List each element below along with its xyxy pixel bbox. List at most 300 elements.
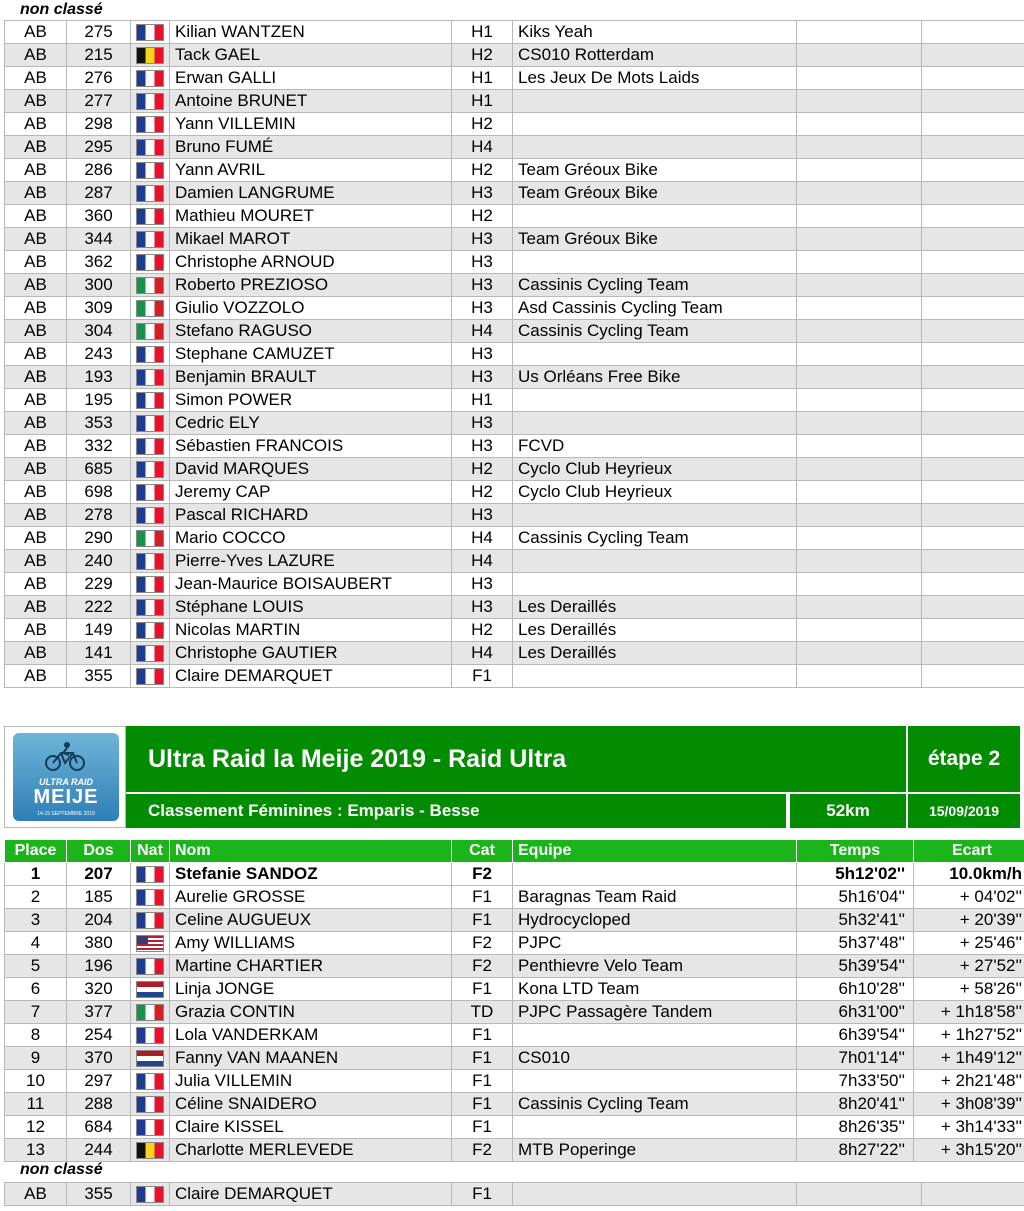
place-cell: AB xyxy=(5,435,67,458)
flag-fr-icon xyxy=(136,346,164,363)
flag-fr-icon xyxy=(136,912,164,929)
flag-fr-icon xyxy=(136,70,164,87)
ecart-cell xyxy=(922,21,1024,44)
cat-cell: F1 xyxy=(452,665,513,688)
table-row xyxy=(5,136,1024,159)
flag-fr-icon xyxy=(136,139,164,156)
cat-cell: F2 xyxy=(452,932,513,955)
temps-cell: 8h20'41'' xyxy=(797,1093,914,1116)
temps-cell: 6h10'28'' xyxy=(797,978,914,1001)
nat-cell xyxy=(131,44,170,67)
place-cell: 3 xyxy=(5,909,67,932)
nat-cell xyxy=(131,320,170,343)
temps-cell: 5h16'04'' xyxy=(797,886,914,909)
cat-cell: H4 xyxy=(452,550,513,573)
nom-cell: Yann AVRIL xyxy=(170,159,452,182)
nom-cell: Claire DEMARQUET xyxy=(170,1183,452,1206)
cat-cell: F1 xyxy=(452,886,513,909)
equipe-cell xyxy=(513,412,797,435)
equipe-cell xyxy=(513,573,797,596)
col-header-nat: Nat xyxy=(131,840,170,863)
dos-cell: 276 xyxy=(67,67,131,90)
nat-cell xyxy=(131,297,170,320)
temps-cell xyxy=(797,228,922,251)
table-row xyxy=(5,978,1024,1001)
ecart-cell xyxy=(922,343,1024,366)
ecart-cell xyxy=(922,550,1024,573)
dos-cell: 288 xyxy=(67,1093,131,1116)
dos-cell: 344 xyxy=(67,228,131,251)
place-cell: AB xyxy=(5,320,67,343)
temps-cell xyxy=(797,619,922,642)
cat-cell: H4 xyxy=(452,320,513,343)
cat-cell: F2 xyxy=(452,1139,513,1162)
equipe-cell: CS010 Rotterdam xyxy=(513,44,797,67)
logo-line1: ULTRA RAID xyxy=(39,777,93,787)
dos-cell: 222 xyxy=(67,596,131,619)
table-row xyxy=(5,909,1024,932)
dos-cell: 215 xyxy=(67,44,131,67)
flag-fr-icon xyxy=(136,599,164,616)
flag-fr-icon xyxy=(136,1096,164,1113)
unranked-table-bottom xyxy=(4,1182,1024,1206)
nat-cell xyxy=(131,932,170,955)
dos-cell: 229 xyxy=(67,573,131,596)
flag-fr-icon xyxy=(136,116,164,133)
temps-cell xyxy=(797,389,922,412)
ecart-cell xyxy=(922,44,1024,67)
nom-cell: Pierre-Yves LAZURE xyxy=(170,550,452,573)
nom-cell: Linja JONGE xyxy=(170,978,452,1001)
nat-cell xyxy=(131,113,170,136)
col-header-ecart: Ecart xyxy=(914,840,1024,863)
temps-cell xyxy=(797,182,922,205)
place-cell: AB xyxy=(5,44,67,67)
temps-cell xyxy=(797,136,922,159)
place-cell: 4 xyxy=(5,932,67,955)
flag-fr-icon xyxy=(136,415,164,432)
nom-cell: Charlotte MERLEVEDE xyxy=(170,1139,452,1162)
ecart-cell: + 3h08'39'' xyxy=(914,1093,1024,1116)
dos-cell: 353 xyxy=(67,412,131,435)
temps-cell xyxy=(797,458,922,481)
temps-cell: 8h27'22'' xyxy=(797,1139,914,1162)
cat-cell: F1 xyxy=(452,1183,513,1206)
nom-cell: Christophe ARNOUD xyxy=(170,251,452,274)
flag-it-icon xyxy=(136,277,164,294)
nat-cell xyxy=(131,481,170,504)
temps-cell: 5h12'02'' xyxy=(797,863,914,886)
nat-cell xyxy=(131,1024,170,1047)
equipe-cell: Cassinis Cycling Team xyxy=(513,320,797,343)
temps-cell xyxy=(797,642,922,665)
table-row xyxy=(5,1047,1024,1070)
cat-cell: F1 xyxy=(452,978,513,1001)
place-cell: AB xyxy=(5,550,67,573)
nom-cell: Kilian WANTZEN xyxy=(170,21,452,44)
ecart-cell: + 3h14'33'' xyxy=(914,1116,1024,1139)
nom-cell: Antoine BRUNET xyxy=(170,90,452,113)
place-cell: AB xyxy=(5,205,67,228)
place-cell: AB xyxy=(5,596,67,619)
flag-nl-icon xyxy=(136,981,164,998)
temps-cell xyxy=(797,366,922,389)
nat-cell xyxy=(131,136,170,159)
equipe-cell: Cassinis Cycling Team xyxy=(513,274,797,297)
equipe-cell xyxy=(513,863,797,886)
table-row xyxy=(5,550,1024,573)
place-cell: AB xyxy=(5,619,67,642)
equipe-cell: Cyclo Club Heyrieux xyxy=(513,481,797,504)
nat-cell xyxy=(131,274,170,297)
flag-fr-icon xyxy=(136,1119,164,1136)
nom-cell: Cedric ELY xyxy=(170,412,452,435)
equipe-cell: Team Gréoux Bike xyxy=(513,182,797,205)
cat-cell: H2 xyxy=(452,458,513,481)
ecart-cell: + 58'26'' xyxy=(914,978,1024,1001)
equipe-cell xyxy=(513,1183,797,1206)
temps-cell xyxy=(797,665,922,688)
nom-cell: Martine CHARTIER xyxy=(170,955,452,978)
stage-label: étape 2 xyxy=(908,726,1020,792)
flag-be-icon xyxy=(136,1142,164,1159)
flag-fr-icon xyxy=(136,553,164,570)
cat-cell: H3 xyxy=(452,251,513,274)
flag-fr-icon xyxy=(136,889,164,906)
place-cell: AB xyxy=(5,389,67,412)
table-row xyxy=(5,228,1024,251)
equipe-cell: Cassinis Cycling Team xyxy=(513,1093,797,1116)
dos-cell: 380 xyxy=(67,932,131,955)
nom-cell: Erwan GALLI xyxy=(170,67,452,90)
equipe-cell xyxy=(513,1116,797,1139)
equipe-cell: Les Deraillés xyxy=(513,619,797,642)
flag-it-icon xyxy=(136,323,164,340)
table-row xyxy=(5,1070,1024,1093)
ecart-cell xyxy=(922,573,1024,596)
equipe-cell: Les Deraillés xyxy=(513,596,797,619)
table-row xyxy=(5,320,1024,343)
ecart-cell xyxy=(922,297,1024,320)
nat-cell xyxy=(131,596,170,619)
nat-cell xyxy=(131,1183,170,1206)
equipe-cell xyxy=(513,1024,797,1047)
flag-it-icon xyxy=(136,1004,164,1021)
nat-cell xyxy=(131,573,170,596)
temps-cell xyxy=(797,113,922,136)
equipe-cell: Baragnas Team Raid xyxy=(513,886,797,909)
cat-cell: H2 xyxy=(452,113,513,136)
table-row xyxy=(5,1001,1024,1024)
table-row xyxy=(5,1093,1024,1116)
table-row xyxy=(5,527,1024,550)
flag-fr-icon xyxy=(136,208,164,225)
place-cell: AB xyxy=(5,90,67,113)
temps-cell xyxy=(797,1183,922,1206)
ecart-cell xyxy=(922,90,1024,113)
temps-cell: 6h31'00'' xyxy=(797,1001,914,1024)
table-row xyxy=(5,274,1024,297)
table-row xyxy=(5,1024,1024,1047)
place-cell: AB xyxy=(5,481,67,504)
section-label-unranked-bottom: non classé xyxy=(20,1161,103,1178)
cat-cell: F2 xyxy=(452,863,513,886)
equipe-cell xyxy=(513,1070,797,1093)
table-row xyxy=(5,90,1024,113)
cat-cell: H2 xyxy=(452,481,513,504)
dos-cell: 298 xyxy=(67,113,131,136)
nat-cell xyxy=(131,389,170,412)
col-header-temps: Temps xyxy=(797,840,914,863)
dos-cell: 149 xyxy=(67,619,131,642)
table-row xyxy=(5,863,1024,886)
flag-fr-icon xyxy=(136,392,164,409)
dos-cell: 362 xyxy=(67,251,131,274)
equipe-cell xyxy=(513,343,797,366)
ecart-cell: + 3h15'20'' xyxy=(914,1139,1024,1162)
equipe-cell: PJPC xyxy=(513,932,797,955)
cyclist-icon xyxy=(43,741,87,771)
table-row xyxy=(5,573,1024,596)
place-cell: 6 xyxy=(5,978,67,1001)
table-row xyxy=(5,21,1024,44)
nom-cell: Claire KISSEL xyxy=(170,1116,452,1139)
place-cell: AB xyxy=(5,67,67,90)
table-row xyxy=(5,886,1024,909)
equipe-cell: Kona LTD Team xyxy=(513,978,797,1001)
cat-cell: H1 xyxy=(452,67,513,90)
equipe-cell: Les Jeux De Mots Laids xyxy=(513,67,797,90)
dos-cell: 141 xyxy=(67,642,131,665)
ecart-cell xyxy=(922,435,1024,458)
dos-cell: 286 xyxy=(67,159,131,182)
cat-cell: H4 xyxy=(452,642,513,665)
ecart-cell: + 1h49'12'' xyxy=(914,1047,1024,1070)
nat-cell xyxy=(131,863,170,886)
temps-cell: 5h32'41'' xyxy=(797,909,914,932)
table-row xyxy=(5,642,1024,665)
table-row xyxy=(5,955,1024,978)
equipe-cell: MTB Poperinge xyxy=(513,1139,797,1162)
place-cell: AB xyxy=(5,113,67,136)
equipe-cell xyxy=(513,251,797,274)
nat-cell xyxy=(131,205,170,228)
equipe-cell xyxy=(513,113,797,136)
temps-cell xyxy=(797,343,922,366)
nom-cell: Sébastien FRANCOIS xyxy=(170,435,452,458)
nat-cell xyxy=(131,1070,170,1093)
cat-cell: H1 xyxy=(452,21,513,44)
dos-cell: 300 xyxy=(67,274,131,297)
flag-us-icon xyxy=(136,935,164,952)
temps-cell: 5h37'48'' xyxy=(797,932,914,955)
place-cell: AB xyxy=(5,159,67,182)
place-cell: 8 xyxy=(5,1024,67,1047)
flag-fr-icon xyxy=(136,622,164,639)
nat-cell xyxy=(131,1093,170,1116)
nat-cell xyxy=(131,412,170,435)
place-cell: AB xyxy=(5,642,67,665)
equipe-cell xyxy=(513,136,797,159)
nom-cell: Jeremy CAP xyxy=(170,481,452,504)
nom-cell: Stephane CAMUZET xyxy=(170,343,452,366)
table-row xyxy=(5,389,1024,412)
dos-cell: 684 xyxy=(67,1116,131,1139)
temps-cell: 5h39'54'' xyxy=(797,955,914,978)
dos-cell: 370 xyxy=(67,1047,131,1070)
distance-label: 52km xyxy=(790,794,906,828)
cat-cell: F1 xyxy=(452,1070,513,1093)
place-cell: 9 xyxy=(5,1047,67,1070)
nom-cell: Tack GAEL xyxy=(170,44,452,67)
cat-cell: H2 xyxy=(452,205,513,228)
nom-cell: Céline SNAIDERO xyxy=(170,1093,452,1116)
place-cell: AB xyxy=(5,21,67,44)
table-row xyxy=(5,435,1024,458)
nom-cell: Mathieu MOURET xyxy=(170,205,452,228)
flag-fr-icon xyxy=(136,576,164,593)
ecart-cell xyxy=(922,481,1024,504)
section-label-unranked-top: non classé xyxy=(20,1,103,18)
dos-cell: 297 xyxy=(67,1070,131,1093)
nat-cell xyxy=(131,182,170,205)
results-banner xyxy=(4,726,1020,828)
temps-cell: 6h39'54'' xyxy=(797,1024,914,1047)
cat-cell: H3 xyxy=(452,297,513,320)
ecart-cell: + 1h27'52'' xyxy=(914,1024,1024,1047)
cat-cell: F1 xyxy=(452,1047,513,1070)
table-row xyxy=(5,504,1024,527)
place-cell: 11 xyxy=(5,1093,67,1116)
table-row xyxy=(5,366,1024,389)
nat-cell xyxy=(131,1047,170,1070)
flag-fr-icon xyxy=(136,507,164,524)
equipe-cell: Team Gréoux Bike xyxy=(513,159,797,182)
cat-cell: H3 xyxy=(452,573,513,596)
cat-cell: F1 xyxy=(452,909,513,932)
nom-cell: Stefano RAGUSO xyxy=(170,320,452,343)
temps-cell xyxy=(797,251,922,274)
flag-fr-icon xyxy=(136,866,164,883)
nom-cell: Giulio VOZZOLO xyxy=(170,297,452,320)
equipe-cell: Cassinis Cycling Team xyxy=(513,527,797,550)
flag-fr-icon xyxy=(136,93,164,110)
col-header-place: Place xyxy=(5,840,67,863)
nat-cell xyxy=(131,21,170,44)
place-cell: 2 xyxy=(5,886,67,909)
temps-cell xyxy=(797,44,922,67)
nom-cell: Christophe GAUTIER xyxy=(170,642,452,665)
cat-cell: F1 xyxy=(452,1093,513,1116)
nat-cell xyxy=(131,642,170,665)
dos-cell: 355 xyxy=(67,1183,131,1206)
cat-cell: H3 xyxy=(452,504,513,527)
temps-cell xyxy=(797,596,922,619)
flag-be-icon xyxy=(136,47,164,64)
cat-cell: H2 xyxy=(452,159,513,182)
temps-cell: 7h01'14'' xyxy=(797,1047,914,1070)
flag-fr-icon xyxy=(136,484,164,501)
nom-cell: Yann VILLEMIN xyxy=(170,113,452,136)
dos-cell: 185 xyxy=(67,886,131,909)
nat-cell xyxy=(131,67,170,90)
place-cell: AB xyxy=(5,573,67,596)
cat-cell: H3 xyxy=(452,343,513,366)
flag-it-icon xyxy=(136,530,164,547)
table-row xyxy=(5,205,1024,228)
dos-cell: 277 xyxy=(67,90,131,113)
place-cell: 13 xyxy=(5,1139,67,1162)
temps-cell xyxy=(797,159,922,182)
ecart-cell: + 25'46'' xyxy=(914,932,1024,955)
table-row xyxy=(5,113,1024,136)
nom-cell: Pascal RICHARD xyxy=(170,504,452,527)
equipe-cell: CS010 xyxy=(513,1047,797,1070)
nat-cell xyxy=(131,550,170,573)
table-row xyxy=(5,619,1024,642)
place-cell: AB xyxy=(5,136,67,159)
table-row xyxy=(5,665,1024,688)
dos-cell: 244 xyxy=(67,1139,131,1162)
equipe-cell xyxy=(513,550,797,573)
place-cell: AB xyxy=(5,251,67,274)
cat-cell: H3 xyxy=(452,366,513,389)
nat-cell xyxy=(131,343,170,366)
ecart-cell xyxy=(922,320,1024,343)
temps-cell xyxy=(797,504,922,527)
temps-cell: 7h33'50'' xyxy=(797,1070,914,1093)
nom-cell: Claire DEMARQUET xyxy=(170,665,452,688)
temps-cell xyxy=(797,274,922,297)
cat-cell: H3 xyxy=(452,412,513,435)
col-header-cat: Cat xyxy=(452,840,513,863)
nom-cell: Mario COCCO xyxy=(170,527,452,550)
nom-cell: Aurelie GROSSE xyxy=(170,886,452,909)
ecart-cell xyxy=(922,412,1024,435)
nom-cell: David MARQUES xyxy=(170,458,452,481)
ecart-cell xyxy=(922,113,1024,136)
temps-cell xyxy=(797,481,922,504)
results-header-row xyxy=(5,840,1024,863)
place-cell: 7 xyxy=(5,1001,67,1024)
ecart-cell xyxy=(922,619,1024,642)
cat-cell: H4 xyxy=(452,136,513,159)
dos-cell: 685 xyxy=(67,458,131,481)
dos-cell: 278 xyxy=(67,504,131,527)
results-table xyxy=(4,839,1024,1162)
equipe-cell xyxy=(513,90,797,113)
equipe-cell xyxy=(513,389,797,412)
table-row xyxy=(5,251,1024,274)
place-cell: AB xyxy=(5,228,67,251)
nom-cell: Damien LANGRUME xyxy=(170,182,452,205)
equipe-cell xyxy=(513,504,797,527)
event-logo-box xyxy=(4,726,126,828)
table-row xyxy=(5,412,1024,435)
cat-cell: TD xyxy=(452,1001,513,1024)
nom-cell: Jean-Maurice BOISAUBERT xyxy=(170,573,452,596)
flag-fr-icon xyxy=(136,1186,164,1203)
nom-cell: Stéphane LOUIS xyxy=(170,596,452,619)
ecart-cell xyxy=(922,504,1024,527)
table-row xyxy=(5,182,1024,205)
nat-cell xyxy=(131,955,170,978)
date-label: 15/09/2019 xyxy=(908,794,1020,828)
logo-line3: 14-15 SEPTEMBRE 2019 xyxy=(37,811,95,817)
equipe-cell: Cyclo Club Heyrieux xyxy=(513,458,797,481)
place-cell: AB xyxy=(5,297,67,320)
cat-cell: H1 xyxy=(452,389,513,412)
